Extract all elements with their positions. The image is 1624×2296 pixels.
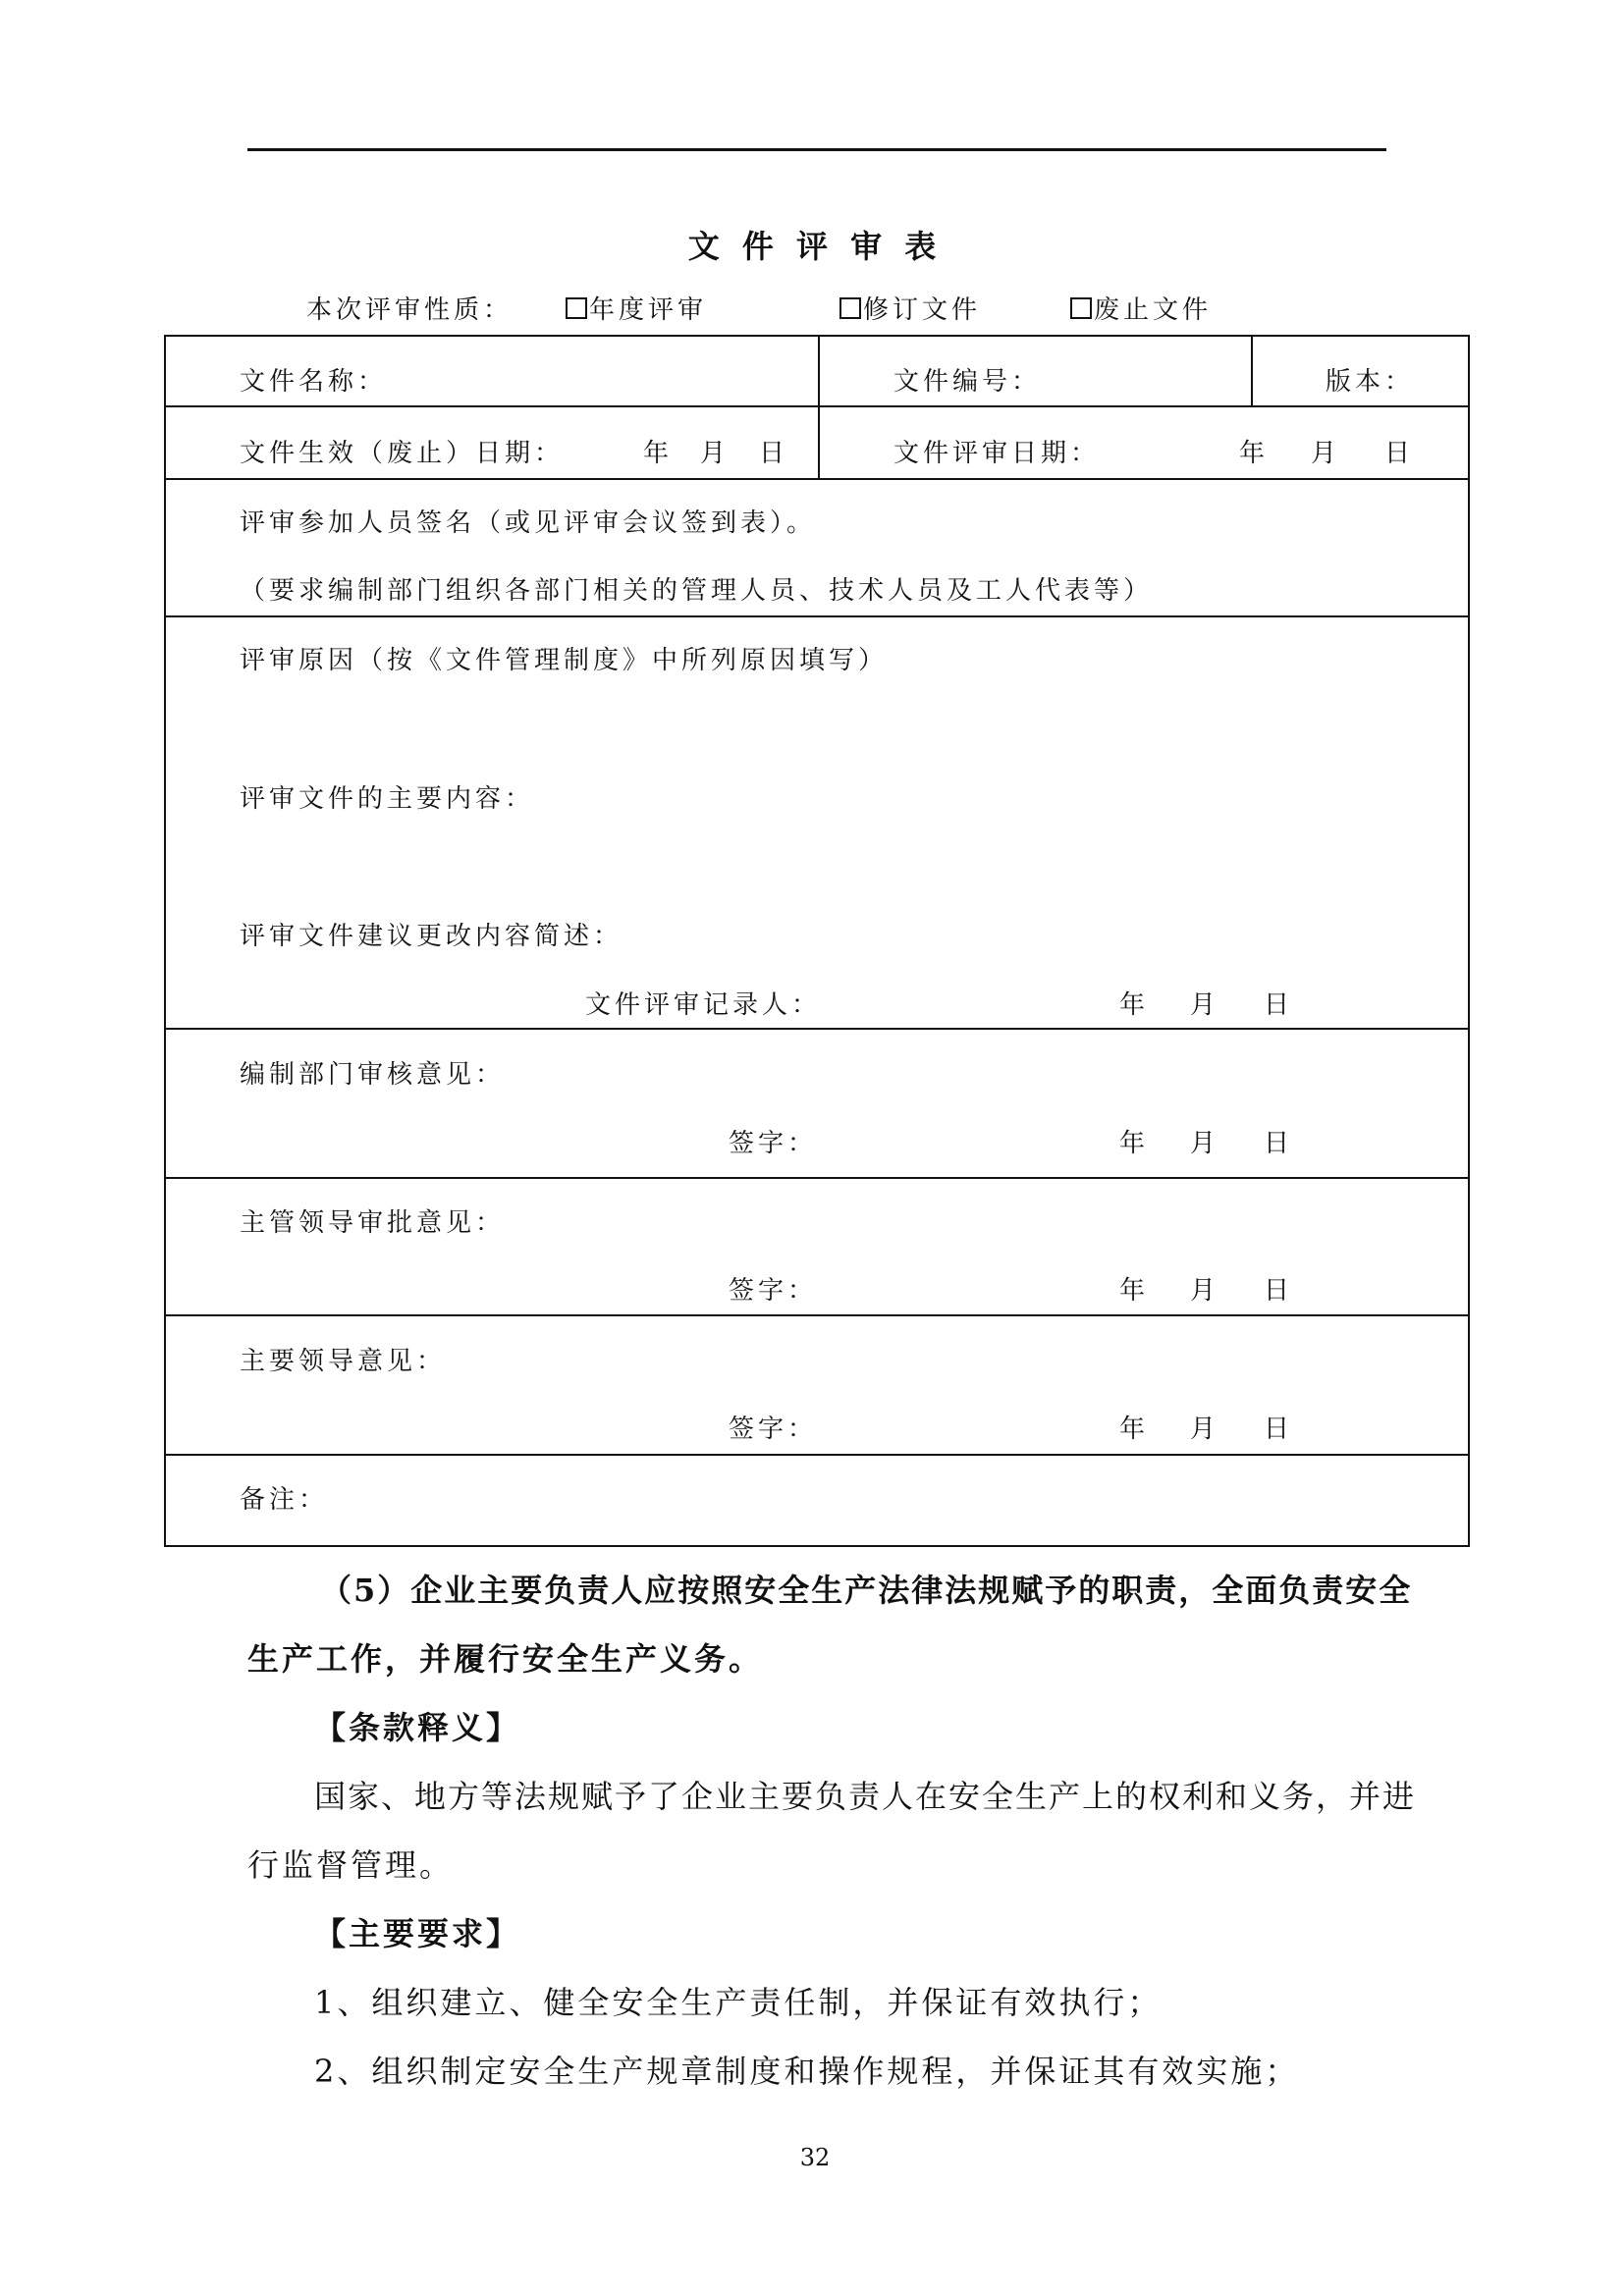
day-label: 日	[1264, 1129, 1294, 1158]
table-border	[1251, 335, 1253, 407]
month-label: 月	[1190, 1129, 1220, 1158]
header-rule	[247, 148, 1386, 151]
option-abolish-file[interactable]	[1070, 293, 1212, 328]
clause-text: （5）企业主要负责人应按照安全生产法律法规赋予的职责，全面负责安全	[320, 1572, 1413, 1609]
signature-label: 签字：	[729, 1129, 818, 1158]
page-number: 32	[799, 2144, 831, 2171]
month-label: 月	[1190, 1276, 1220, 1306]
checkbox[interactable]	[566, 297, 587, 319]
checkbox[interactable]	[1070, 297, 1092, 319]
review-date-label: 文件评审日期：	[893, 439, 1101, 468]
list-item: 1、组织建立、健全安全生产责任制，并保证有效执行；	[314, 1984, 1163, 2021]
section-heading: 【条款释义】	[314, 1709, 521, 1746]
dept-opinion-label: 编制部门审核意见：	[240, 1060, 506, 1090]
option-label: 修订文件	[863, 295, 982, 325]
month-label: 月	[1311, 439, 1341, 468]
day-label: 日	[1264, 1415, 1294, 1444]
option-label: 年度评审	[589, 295, 708, 325]
table-border	[165, 1545, 1470, 1547]
file-name-field[interactable]: 文件名称：	[240, 367, 388, 397]
paragraph: 行监督管理。	[247, 1846, 455, 1884]
reason-label: 评审原因（按《文件管理制度》中所列原因填写）	[240, 646, 889, 675]
section-heading: 【主要要求】	[314, 1915, 521, 1952]
effective-date-label: 文件生效（废止）日期：	[240, 439, 565, 468]
participants-label: 评审参加人员签名（或见评审会议签到表）。	[240, 508, 817, 538]
year-label: 年	[1119, 990, 1150, 1020]
version-field[interactable]: 版本：	[1326, 367, 1415, 397]
checkbox[interactable]	[839, 297, 861, 319]
option-revise-file[interactable]	[839, 293, 981, 328]
option-label: 废止文件	[1094, 295, 1213, 325]
paragraph: 国家、地方等法规赋予了企业主要负责人在安全生产上的权利和义务，并进	[314, 1778, 1417, 1815]
recorder-label: 文件评审记录人：	[585, 990, 822, 1020]
leader-opinion-label: 主要领导意见：	[240, 1347, 447, 1376]
table-border	[164, 335, 166, 1547]
month-label: 月	[1190, 1415, 1220, 1444]
supervisor-opinion-label: 主管领导审批意见：	[240, 1208, 506, 1238]
year-label: 年	[1119, 1276, 1150, 1306]
table-border	[165, 1454, 1470, 1456]
option-annual-review[interactable]	[566, 293, 707, 328]
table-border	[1468, 335, 1470, 1547]
table-border	[165, 1028, 1470, 1030]
clause-text: 生产工作，并履行安全生产义务。	[247, 1640, 764, 1678]
table-border	[818, 335, 820, 480]
table-border	[165, 615, 1470, 617]
suggestions-label: 评审文件建议更改内容简述：	[240, 922, 623, 951]
day-label: 日	[1264, 1276, 1294, 1306]
participants-note: （要求编制部门组织各部门相关的管理人员、技术人员及工人代表等）	[240, 576, 1154, 606]
main-content-label: 评审文件的主要内容：	[240, 784, 535, 814]
year-label: 年	[1239, 439, 1270, 468]
file-number-field[interactable]: 文件编号：	[893, 367, 1042, 397]
list-item: 2、组织制定安全生产规章制度和操作规程，并保证其有效实施；	[314, 2053, 1300, 2090]
table-border	[165, 1314, 1470, 1316]
month-label: 月	[1190, 990, 1220, 1020]
signature-label: 签字：	[729, 1276, 818, 1306]
year-label: 年	[1119, 1415, 1150, 1444]
year-label: 年	[1119, 1129, 1150, 1158]
signature-label: 签字：	[729, 1415, 818, 1444]
form-title: 文 件 评 审 表	[687, 228, 943, 265]
table-border	[165, 1177, 1470, 1179]
month-label: 月	[700, 439, 731, 468]
review-nature-label: 本次评审性质：	[306, 295, 514, 325]
day-label: 日	[1384, 439, 1415, 468]
day-label: 日	[759, 439, 789, 468]
day-label: 日	[1264, 990, 1294, 1020]
year-label: 年	[643, 439, 674, 468]
remarks-label: 备注：	[240, 1485, 329, 1515]
